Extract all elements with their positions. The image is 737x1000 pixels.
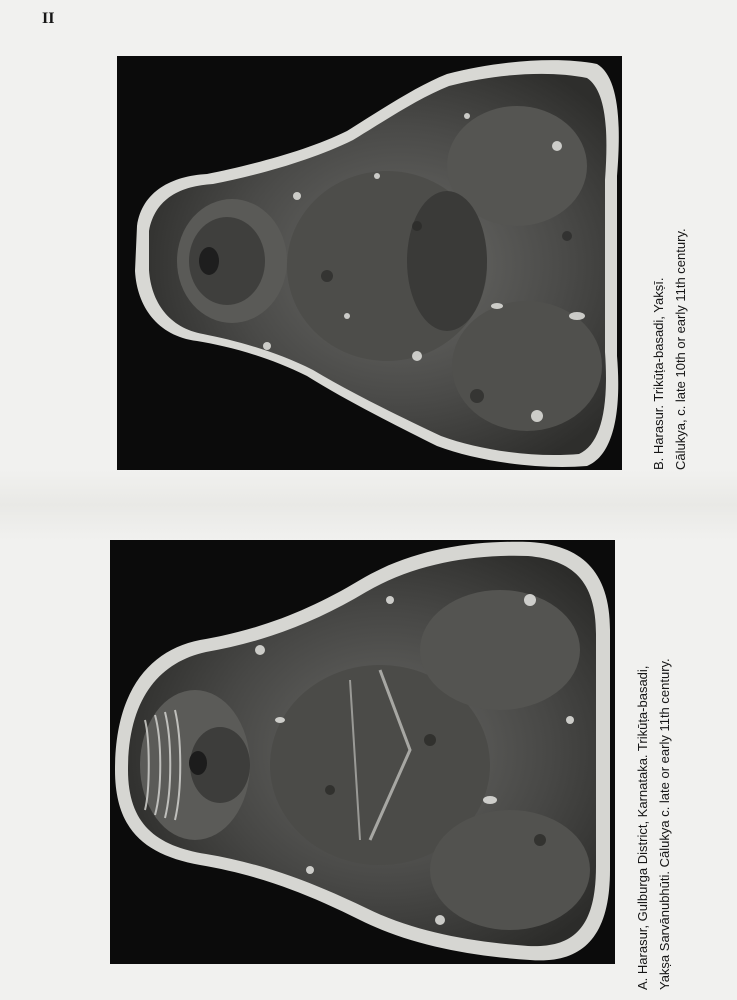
caption-a-line-2: Yakṣa Sarvānubhūti. Cālukya c. late or early 11th century. (657, 658, 672, 990)
page-number: II (42, 10, 55, 27)
caption-b-line-2: Cālukya, c. late 10th or early 11th century. (673, 228, 688, 470)
photo-plate-a (110, 540, 615, 964)
caption-b (648, 228, 692, 470)
caption-a-line-1: A. Harasur, Gulburga District, Karnataka. Trikūṭa-basadi, (635, 665, 650, 990)
yaksi-sculpture-image (117, 56, 622, 470)
caption-a (632, 658, 676, 990)
photo-plate-b (117, 56, 622, 470)
caption-b-line-1: B. Harasur. Trikūṭa-basadi, Yakṣī. (651, 277, 666, 470)
yaksa-sculpture-image (110, 540, 615, 964)
page-fold (0, 470, 737, 540)
